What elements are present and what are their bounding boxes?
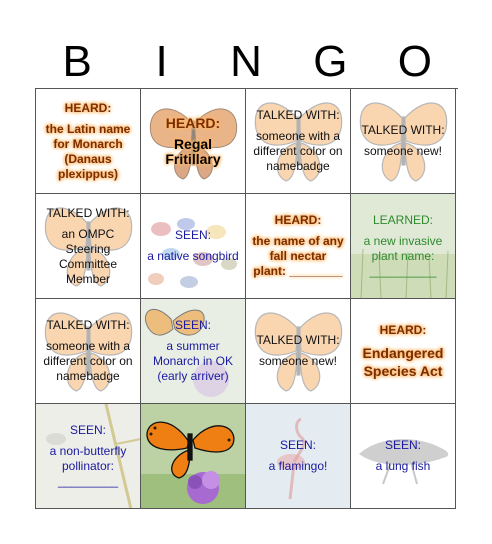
cell-prompt-text: a summer Monarch in OK (early arriver)	[152, 339, 234, 383]
cell-prompt-text: a non-butterfly pollinator: _________	[49, 444, 127, 488]
cell-prompt-text: someone with a different color on namebadge	[253, 129, 343, 173]
bingo-cell[interactable]	[36, 299, 141, 404]
cell-category-label: HEARD:	[274, 213, 322, 227]
bingo-cell[interactable]	[351, 404, 456, 509]
cell-category-label: TALKED WITH:	[46, 318, 130, 332]
free-image	[141, 404, 245, 508]
bingo-cell[interactable]	[246, 89, 351, 194]
cell-category-label: LEARNED:	[372, 213, 434, 227]
flamingo-image	[246, 404, 350, 508]
bingo-cell[interactable]	[246, 404, 351, 509]
header-letter-i: I	[155, 37, 168, 86]
header-letter-g: G	[313, 37, 348, 86]
cell-category-label: SEEN:	[174, 228, 211, 242]
bingo-cell[interactable]	[246, 299, 351, 404]
header-letter-o: O	[397, 37, 432, 86]
cell-prompt-text: someone new!	[363, 144, 443, 158]
cell-category-label: TALKED WITH:	[361, 123, 445, 137]
free-space-cell[interactable]	[141, 404, 246, 509]
cell-prompt-text: a flamingo!	[268, 459, 328, 473]
cell-category-label: HEARD:	[379, 322, 427, 337]
bingo-cell[interactable]	[36, 404, 141, 509]
bingo-cell[interactable]	[351, 89, 456, 194]
cell-prompt-text: someone with a different color on namebadge	[43, 339, 133, 383]
cell-prompt-text: an OMPC Steering Committee Member	[58, 226, 117, 286]
cell-category-label: SEEN:	[279, 438, 316, 452]
fish-image	[351, 404, 455, 508]
cell-category-label: SEEN:	[69, 423, 106, 437]
cell-category-label: HEARD:	[64, 100, 112, 115]
cell-prompt-text: Endangered Species Act	[362, 344, 444, 379]
monarch-image	[351, 89, 455, 193]
bingo-header	[35, 38, 457, 86]
cell-prompt-text: someone new!	[258, 354, 338, 368]
cell-prompt-text: a new invasive plant name: __________	[363, 234, 443, 278]
monarch-image	[246, 299, 350, 403]
cell-category-label: TALKED WITH:	[256, 333, 340, 347]
cell-prompt-text: the name of any fall nectar plant: ________	[252, 234, 344, 278]
bingo-card	[35, 88, 458, 509]
birds-image	[141, 194, 245, 298]
bingo-cell[interactable]	[351, 299, 456, 404]
cell-category-label: SEEN:	[174, 318, 211, 332]
cell-category-label: TALKED WITH:	[46, 205, 130, 220]
bingo-cell[interactable]	[351, 194, 456, 299]
cell-prompt-text: the Latin name for Monarch (Danaus plexippus)	[45, 121, 131, 181]
cell-prompt-text: a lung fish	[375, 459, 431, 473]
bingo-cell[interactable]	[141, 89, 246, 194]
bingo-cell[interactable]	[36, 89, 141, 194]
cell-category-label: HEARD:	[165, 114, 221, 131]
cell-category-label: SEEN:	[384, 438, 421, 452]
header-letter-n: N	[230, 37, 262, 86]
cell-category-label: TALKED WITH:	[256, 108, 340, 122]
header-letter-b: B	[62, 37, 92, 86]
bingo-cell[interactable]	[141, 299, 246, 404]
bingo-cell[interactable]	[246, 194, 351, 299]
cell-prompt-text: Regal Fritillary	[165, 135, 221, 167]
cell-prompt-text: a native songbird	[147, 249, 239, 263]
bingo-cell[interactable]	[141, 194, 246, 299]
bingo-cell[interactable]	[36, 194, 141, 299]
